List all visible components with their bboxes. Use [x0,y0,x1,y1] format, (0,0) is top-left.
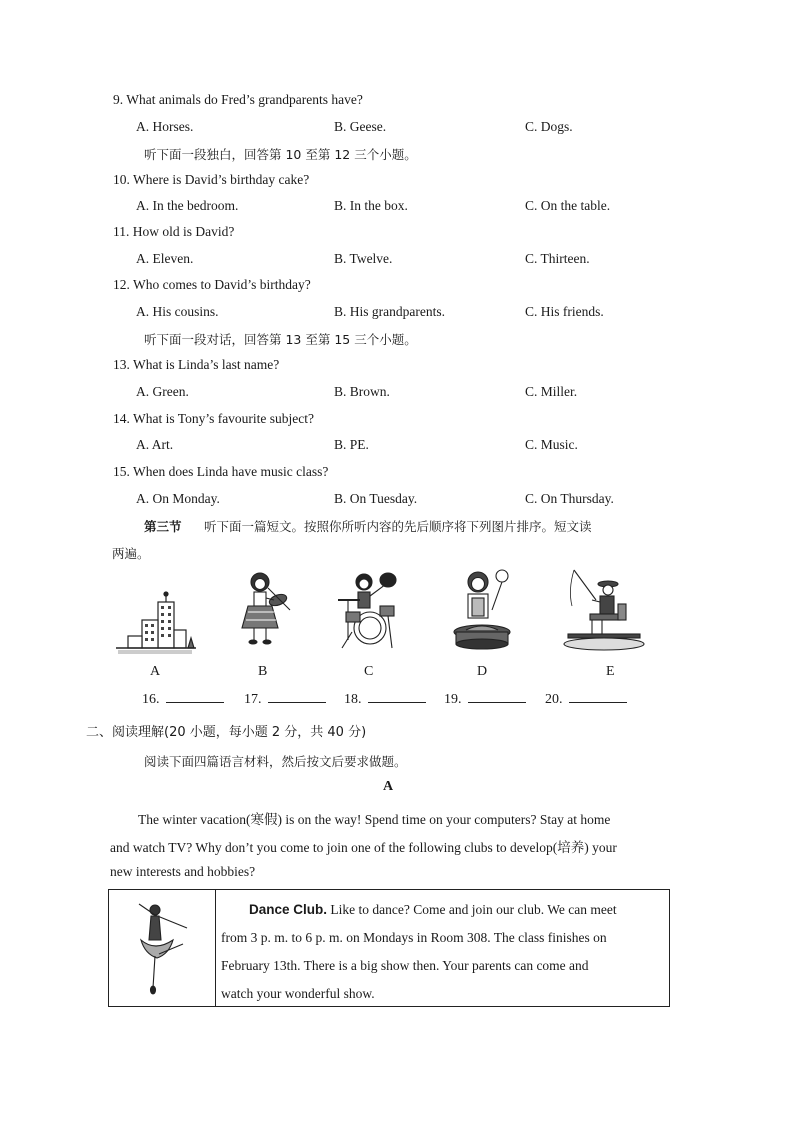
boy-drums-icon [334,570,400,652]
option-c: C. Thirteen. [525,251,590,266]
picture-label-c: C [364,664,374,679]
intro-paragraph-line2: and watch TV? Why don’t you come to join one of the following clubs to develop(培养) your [110,840,617,855]
section3-instruction-cont: 两遍。 [112,546,150,561]
answer-blank-16[interactable] [142,690,224,708]
option-b: B. Geese. [334,119,387,134]
question-10 [113,172,309,188]
picture-label-a: A [150,664,161,679]
question-15 [113,464,328,480]
club-text-1: Like to dance? Come and join our club. We can meet [327,902,617,917]
option-b: B. On Tuesday. [334,491,418,506]
blank-number: 20. [545,692,563,707]
option-b: B. In the box. [334,198,408,213]
answer-blank-19[interactable] [444,690,526,708]
blank-number: 16. [142,692,160,707]
option-a: A. Eleven. [136,251,194,266]
option-a: A. His cousins. [136,304,219,319]
option-b: B. His grandparents. [334,304,445,319]
intro-paragraph-line1: The winter vacation(寒假) is on the way! Spend time on your computers? Stay at home [138,812,611,827]
question-number: 10. [113,172,130,187]
question-number: 15. [113,464,130,479]
option-a: A. On Monday. [136,491,220,506]
option-c: C. Music. [525,437,578,452]
question-14 [113,411,314,427]
blank-number: 17. [244,692,262,707]
dialogue-instruction: 听下面一段对话，回答第 13 至第 15 三个小题。 [144,332,417,347]
answer-blank-18[interactable] [344,690,426,708]
option-a: A. Horses. [136,119,194,134]
option-c: C. His friends. [525,304,604,319]
part2-heading: 二、阅读理解(20 小题，每小题 2 分，共 40 分) [86,725,367,740]
blank-line [268,690,326,703]
option-c: C. Miller. [525,384,578,399]
question-text: Where is David’s birthday cake? [133,172,310,187]
question-text: How old is David? [132,224,235,239]
answer-blank-20[interactable] [545,690,627,708]
question-12 [113,277,311,293]
club-description [221,896,661,1008]
option-a: A. Green. [136,384,189,399]
picture-label-e: E [606,664,615,679]
question-number: 13. [113,357,130,372]
passage-label: A [383,779,394,794]
club-line2: from 3 p. m. to 6 p. m. on Mondays in Room 308. The class finishes on [221,930,607,945]
answer-blank-17[interactable] [244,690,326,708]
picture-label-d: D [477,664,488,679]
option-c: C. Dogs. [525,119,573,134]
part2-instruction: 阅读下面四篇语言材料，然后按文后要求做题。 [144,754,407,769]
ballet-dancer-icon [133,900,193,996]
option-b: B. Twelve. [334,251,393,266]
girl-violin-icon [234,570,294,646]
monologue-instruction: 听下面一段独白，回答第 10 至第 12 三个小题。 [144,147,417,162]
option-a: A. In the bedroom. [136,198,239,213]
blank-line [569,690,627,703]
question-number: 14. [113,411,130,426]
option-a: A. Art. [136,437,174,452]
section3-title: 第三节 [144,519,182,534]
question-number: 11. [113,224,130,239]
option-b: B. PE. [334,437,369,452]
blank-number: 18. [344,692,362,707]
club-title: Dance Club. [249,902,328,917]
woman-cooking-icon [448,568,520,656]
question-text: What is Linda’s last name? [133,357,280,372]
intro-paragraph-line3: new interests and hobbies? [110,864,256,879]
club-line4: watch your wonderful show. [221,986,375,1001]
option-c: C. On the table. [525,198,611,213]
picture-label-b: B [258,664,268,679]
question-text: Who comes to David’s birthday? [133,277,311,292]
club-line3: February 13th. There is a big show then. Your parents can come and [221,958,589,973]
question-text: What is Tony’s favourite subject? [133,411,315,426]
blank-line [468,690,526,703]
question-number: 12. [113,277,130,292]
dance-club-box [108,889,670,1007]
city-buildings-icon [114,590,196,658]
option-c: C. On Thursday. [525,491,614,506]
question-text: What animals do Fred’s grandparents have? [126,92,363,107]
man-fishing-icon [562,568,646,654]
question-text: When does Linda have music class? [133,464,329,479]
blank-line [368,690,426,703]
question-number: 9. [113,92,124,107]
section3-instruction: 听下面一篇短文。按照你所听内容的先后顺序将下列图片排序。短文读 [204,519,592,534]
question-9 [113,92,363,108]
question-11 [113,224,234,240]
club-line1 [221,896,661,924]
blank-line [166,690,224,703]
club-image-cell [109,890,216,1006]
question-13 [113,357,279,373]
option-b: B. Brown. [334,384,390,399]
blank-number: 19. [444,692,462,707]
